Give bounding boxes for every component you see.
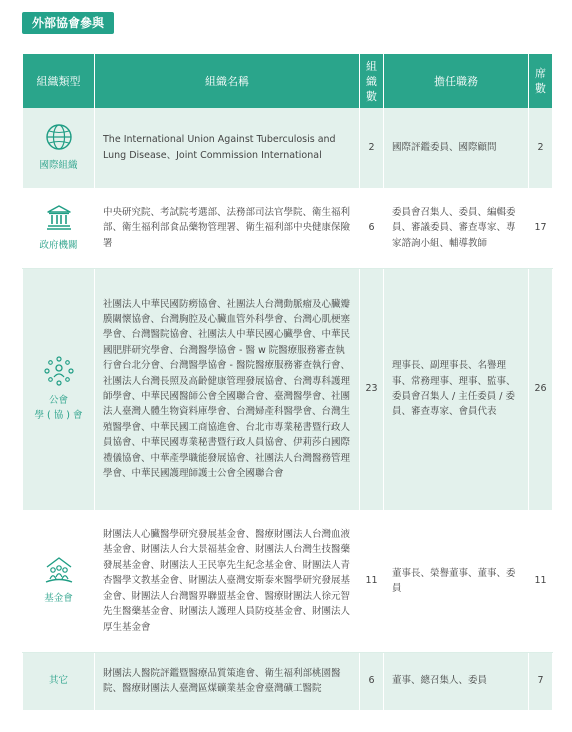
duty-list: 董事長、榮譽董事、董事、委員: [384, 510, 529, 652]
category-cell: [23, 652, 95, 710]
table-row: [23, 188, 553, 268]
table-row: [23, 108, 553, 188]
category-cell: [23, 188, 95, 268]
external-associations-table: [22, 54, 553, 711]
organization-count: 6: [360, 652, 384, 710]
header-seats: 席 數: [529, 54, 553, 108]
organization-count: 6: [360, 188, 384, 268]
duty-list: 董事、總召集人、委員: [384, 652, 529, 710]
organization-count: 2: [360, 108, 384, 188]
organization-names: 社團法人中華民國防癆協會、社團法人台灣動脈瘤及心臟瓣膜關懷協會、台灣胸腔及心臟血管外科學會、台灣心肌梗塞學會、台灣醫院協會、社團法人中華民國心臟學會、中華民國肥胖研究學會、台灣醫學協會 - 醫 w 院醫療服務審查執行會台北分會、台灣醫學協會 - 醫院醫療服務審查執行會、社團法人台灣長照及高齡健康管理發展協會、台灣專科護理師學會、中華民國醫師公會全國聯合會、臺灣醫學會、社團法人臺灣人體生物資料庫學會、台灣婦產科醫學會、台灣生殖醫學會、中華民國工商協進會、台北市專業秘書暨行政人員協會、中華民國專業秘書暨行政人員協會、伊莉莎白國際禮儀協會、中華產學職能發展協會、社團法人台灣醫務管理學會、中華民國護理師護士公會全國聯合會: [95, 268, 360, 510]
organization-count: 11: [360, 510, 384, 652]
organization-names: 中央研究院、考試院考選部、法務部司法官學院、衛生福利部、衛生福利部食品藥物管理署、衛生福利部中央健康保險署: [95, 188, 360, 268]
duty-list: 國際評鑑委員、國際顧問: [384, 108, 529, 188]
organization-names: 財團法人心臟醫學研究發展基金會、醫療財團法人台灣血液基金會、財團法人台大景福基金會、財團法人台灣生技醫藥發展基金會、財團法人王民寧先生紀念基金會、財團法人青杏醫學文教基金會、財團法人臺灣安斯泰來醫學研究發展基金會、財團法人台灣醫界聯盟基金會、醫療財團法人徐元智先生醫藥基金會、財團法人護理人員防疫基金會、財團法人厚生基金會: [95, 510, 360, 652]
seat-count: 7: [529, 652, 553, 710]
duty-list: 委員會召集人、委員、編輯委員、審議委員、審查專家、專家諮詢小組、輔導教師: [384, 188, 529, 268]
government-building-icon: [44, 202, 74, 232]
globe-icon: [44, 122, 74, 152]
organization-names: The International Union Against Tuberculosis and Lung Disease、Joint Commission International: [95, 108, 360, 188]
seat-count: 17: [529, 188, 553, 268]
category-cell: [23, 510, 95, 652]
section-title: 外部協會參與: [22, 12, 114, 34]
category-cell: [23, 268, 95, 510]
people-network-icon: [43, 355, 75, 387]
header-category: 組織類型: [23, 54, 95, 108]
duty-list: 理事長、副理事長、名譽理事、常務理事、理事、監事、委員會召集人 / 主任委員 / 委員、審查專家、會員代表: [384, 268, 529, 510]
table-row: [23, 268, 553, 510]
seat-count: 11: [529, 510, 553, 652]
header-name: 組織名稱: [95, 54, 360, 108]
category-label-line2: 學 ( 協 ) 會: [34, 410, 83, 421]
category-label: 政府機關: [39, 240, 78, 252]
header-duty: 擔任職務: [384, 54, 529, 108]
header-count: 組 織 數: [360, 54, 384, 108]
table-header-row: [23, 54, 553, 108]
seat-count: 26: [529, 268, 553, 510]
organization-names: 財團法人醫院評鑑暨醫療品質策進會、衛生福利部桃園醫院、醫療財團法人臺灣區煤礦業基金會臺灣礦工醫院: [95, 652, 360, 710]
category-label: 其它: [48, 675, 68, 687]
category-label: 基金會: [44, 593, 73, 605]
seat-count: 2: [529, 108, 553, 188]
organization-count: 23: [360, 268, 384, 510]
category-label: 國際組織: [39, 160, 78, 172]
table-row: [23, 510, 553, 652]
category-label: 公會: [48, 394, 68, 406]
category-cell: [23, 108, 95, 188]
table-row: [23, 652, 553, 710]
family-foundation-icon: [43, 555, 75, 585]
